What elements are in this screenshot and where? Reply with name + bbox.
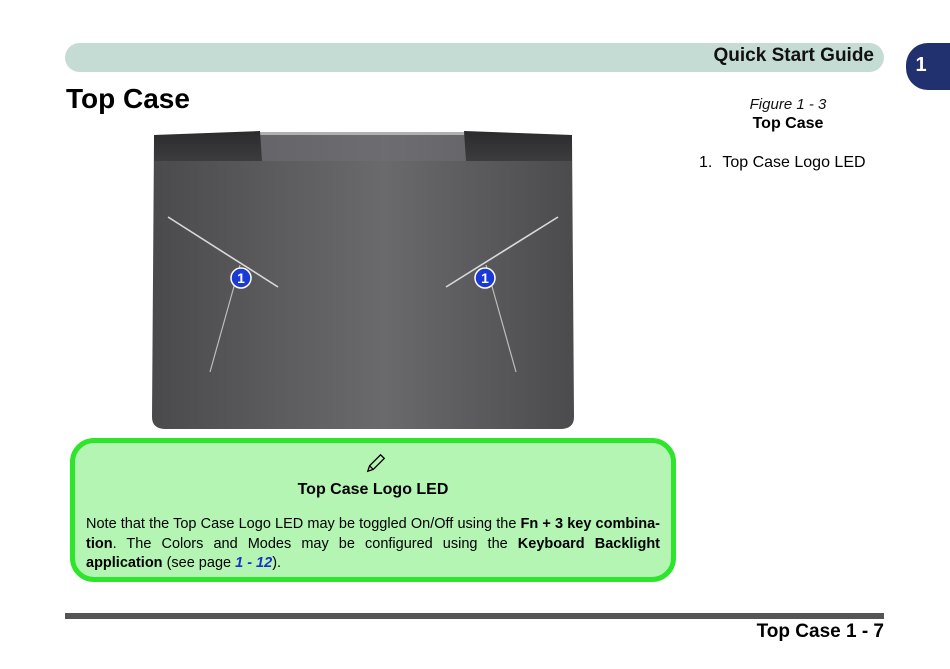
callout-right — [475, 268, 495, 288]
pencil-icon — [365, 452, 387, 474]
note-body — [86, 515, 660, 574]
figure-number: Figure 1 - 3 — [749, 96, 827, 113]
chapter-tab — [906, 43, 950, 90]
laptop-top-case-image — [148, 127, 578, 432]
figure-legend — [699, 154, 866, 172]
header-bar — [65, 43, 884, 72]
callout-left-label: 1 — [237, 270, 245, 286]
callout-right-label: 1 — [481, 270, 489, 286]
note-app-name: Keyboard Backlight application — [86, 535, 661, 571]
note-title: Top Case Logo LED — [297, 481, 449, 498]
page-reference-link[interactable]: 1 - 12 — [235, 555, 273, 571]
legend-item-label: Top Case Logo LED — [722, 154, 866, 171]
note-text-2: . The Colors and Modes may be configured using the — [112, 535, 518, 552]
callout-left — [231, 268, 251, 288]
note-text-3: (see page — [162, 555, 236, 571]
legend-item — [699, 154, 866, 172]
note-text-1: Note that the Top Case Logo LED may be toggled On/Off using the — [86, 516, 521, 532]
note-text-4: ). — [272, 555, 282, 571]
note-key-combination: Fn + 3 key combina-tion — [86, 516, 660, 552]
page-title: Top Case — [66, 83, 190, 114]
figure-caption — [700, 96, 876, 133]
figure-title: Top Case — [752, 115, 824, 132]
chapter-number: 1 — [915, 54, 927, 76]
note-box — [70, 438, 676, 582]
header-title: Quick Start Guide — [713, 45, 874, 66]
footer-page-label: Top Case 1 - 7 — [756, 621, 884, 642]
legend-item-number: 1. — [699, 154, 713, 171]
footer-rule — [65, 613, 884, 619]
